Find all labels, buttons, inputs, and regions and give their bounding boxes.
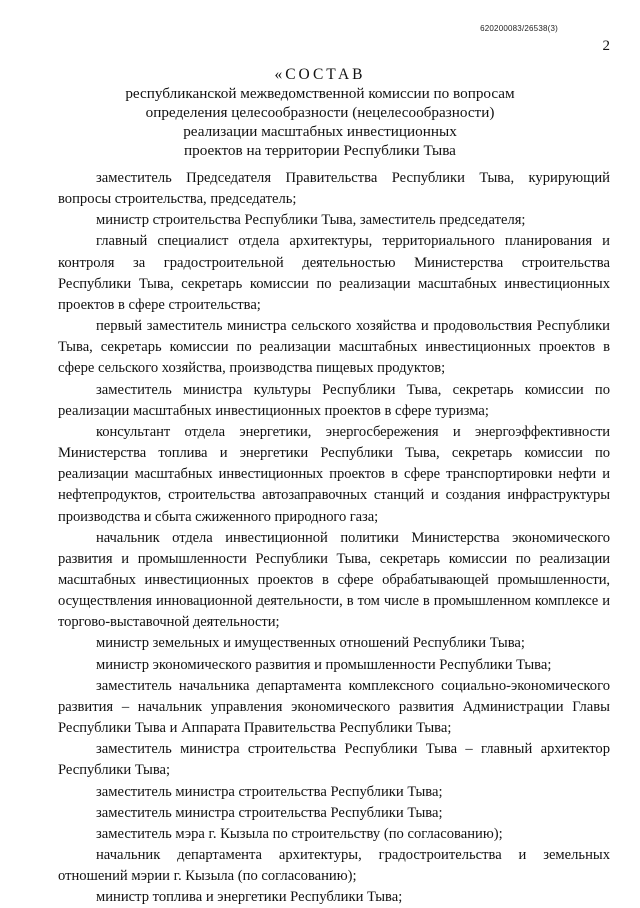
- title-line: реализации масштабных инвестиционных: [183, 123, 457, 140]
- member-entry: заместитель министра строительства Республики Тыва – главный архитектор Республики Тыва;: [58, 741, 610, 779]
- member-entry: заместитель министра строительства Республики Тыва;: [96, 804, 443, 821]
- member-entry: начальник департамента архитектуры, градостроительства и земельных отношений мэрии г. Кызыла (по согласованию);: [58, 847, 610, 885]
- member-entry: заместитель мэра г. Кызыла по строительству (по согласованию);: [96, 825, 503, 842]
- member-entry: заместитель министра строительства Республики Тыва;: [96, 783, 443, 800]
- page-number: 2: [602, 38, 610, 54]
- member-entry: первый заместитель министра сельского хозяйства и продовольствия Республики Тыва, секретарь комиссии по реализации масштабных инвестиционных проектов в сфере сельского хозяйства, производства пищевых продуктов;: [58, 318, 610, 377]
- title-line: республиканской межведомственной комиссии по вопросам: [125, 85, 515, 102]
- member-entry: главный специалист отдела архитектуры, территориального планирования и контроля за градостроительной деятельностью Министерства строительства Республики Тыва, секретарь комиссии по реализации масштабных инвестиционных проектов в сфере строительства;: [58, 233, 610, 313]
- member-entry: министр земельных и имущественных отношений Республики Тыва;: [96, 635, 525, 652]
- title-line: определения целесообразности (нецелесообразности): [145, 104, 495, 121]
- member-entry: заместитель министра культуры Республики Тыва, секретарь комиссии по реализации масштабных инвестиционных проектов в сфере туризма;: [58, 381, 610, 419]
- document-code: 620200083/26538(3): [480, 24, 558, 33]
- member-entry: министр экономического развития и промышленности Республики Тыва;: [96, 656, 552, 673]
- member-entry: начальник отдела инвестиционной политики Министерства экономического развития и промышленности Республики Тыва, секретарь комиссии по реализации масштабных инвестиционных проектов в сфере обрабатывающей промышленности, осуществления инновационной деятельности, в том числе в промышленном комплексе и торгово-выставочной деятельности;: [58, 529, 610, 631]
- members-list: [58, 168, 610, 908]
- title-line: проектов на территории Республики Тыва: [184, 142, 456, 159]
- document-title: [0, 65, 640, 160]
- member-entry: консультант отдела энергетики, энергосбережения и энергоэффективности Министерства топлива и энергетики Республики Тыва, секретарь комиссии по реализации масштабных инвестиционных проектов в сфере транспортировки нефти и нефтепродуктов, строительства автозаправочных станций и создания инфраструктуры производства и сбыта сжиженного природного газа;: [58, 423, 610, 525]
- member-entry: заместитель Председателя Правительства Республики Тыва, курирующий вопросы строительства, председатель;: [58, 170, 610, 208]
- member-entry: министр строительства Республики Тыва, заместитель председателя;: [96, 212, 526, 229]
- member-entry: заместитель начальника департамента комплексного социально-экономического развития – начальник управления экономического развития Администрации Главы Республики Тыва и Аппарата Правительства Республики Тыва;: [58, 677, 610, 737]
- title-heading: «СОСТАВ: [274, 66, 366, 83]
- member-entry: министр топлива и энергетики Республики Тыва;: [96, 889, 403, 906]
